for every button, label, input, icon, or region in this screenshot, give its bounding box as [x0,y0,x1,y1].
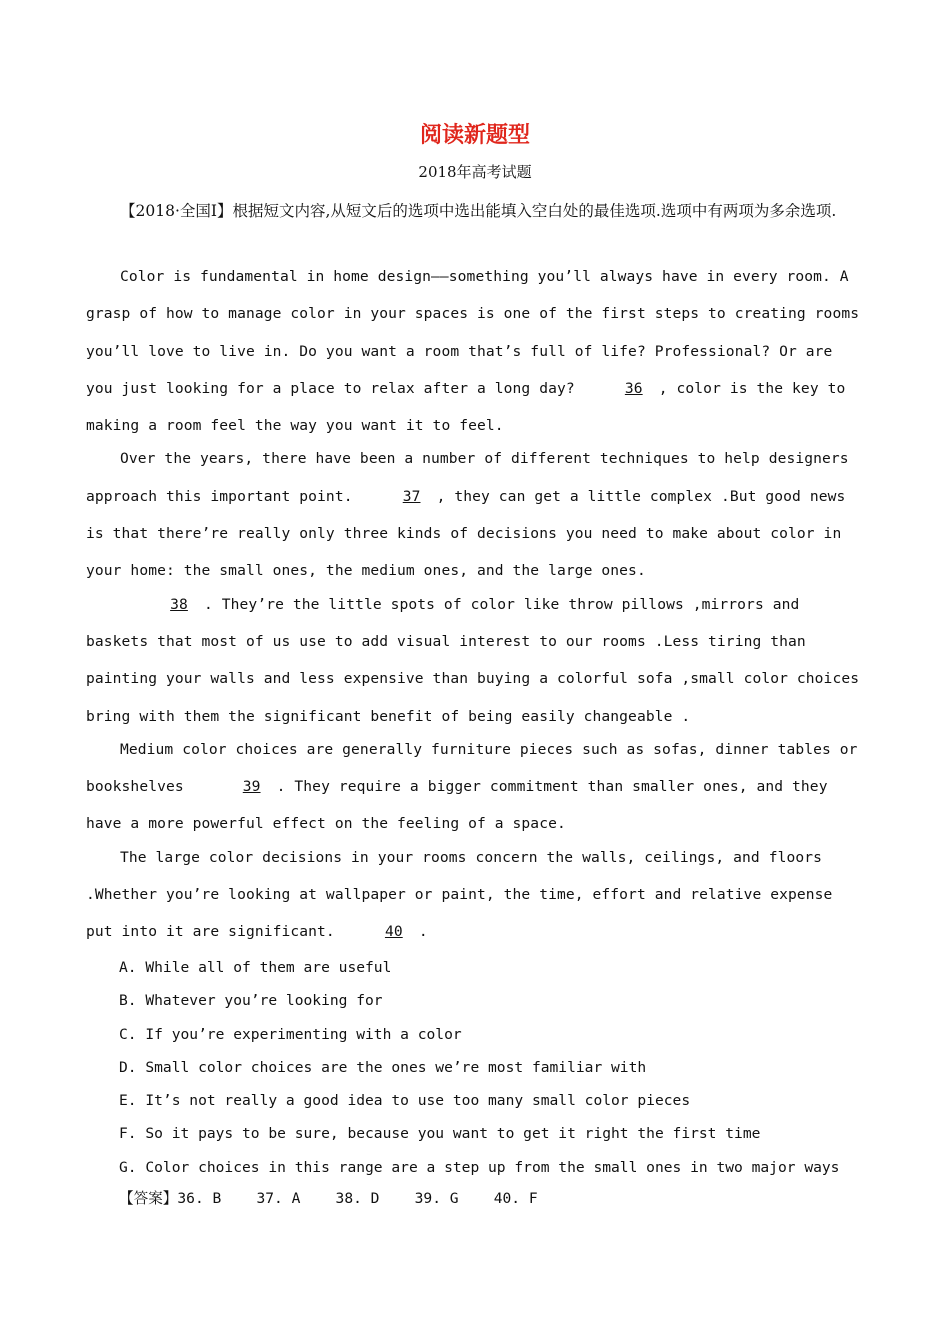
paragraph-3 [86,586,861,735]
reading-passage [86,258,861,947]
answer-key [119,1184,538,1214]
options-list [119,951,839,1184]
paragraph-3-text-b: . They’re the little spots of color like throw pillows ,mirrors and baskets that most of us use to add visual interest to our rooms .Less tiring than painting your walls and less expensive than buying a colorful sofa ,small color choices bring with them the significant benefit of being easily changeable . [86,595,860,725]
option-a: A. While all of them are useful [119,959,392,976]
paragraph-4 [86,731,861,843]
paragraph-1-text-a: Color is fundamental in home design——something you’ll always have in every room. A grasp of how to manage color in your spaces is one of the first steps to creating rooms you’ll love to live in. Do you want a room that’s full of life? Professional? Or are you just looking for a place to relax after a long day? [86,268,860,397]
option-f: F. So it pays to be sure, because you want to get it right the first time [119,1125,761,1143]
option-d: D. Small color choices are the ones we’re most familiar with [119,1058,647,1076]
paragraph-2-text-a: Over the years, there have been a number of different techniques to help designers approach this important point. [86,450,849,505]
paragraph-1-text-b: , color is the key to making a room feel the way you want it to feel. [86,379,846,435]
paragraph-5-text-b: . [418,923,428,941]
option-e: E. It’s not really a good idea to use too many small color pieces [119,1092,691,1110]
answer-label: 【答案】 [119,1190,178,1207]
blank-37: 37 [402,487,421,505]
paragraph-2-text-b: , they can get a little complex .But good news is that there’re really only three kinds of decisions you need to make about color in your home: the small ones, the medium ones, and the large ones. [86,487,846,580]
paragraph-5-text-a: The large color decisions in your rooms concern the walls, ceilings, and floors .Whether you’re looking at wallpaper or paint, the time, effort and relative expense put into it are significant. [86,848,833,941]
blank-39: 39 [242,778,261,796]
paragraph-5 [86,839,861,951]
paragraph-2 [86,440,861,589]
answer-text: 36. B 37. A 38. D 39. G 40. F [177,1190,538,1207]
paragraph-4-text-a: Medium color choices are generally furniture pieces such as sofas, dinner tables or bookshelves [86,740,858,796]
page-title: 阅读新题型 [419,123,530,148]
page-subtitle: 2018年高考试题 [418,163,532,181]
paragraph-4-text-b: . They require a bigger commitment than smaller ones, and they have a more powerful effect on the feeling of a space. [86,778,828,833]
blank-36: 36 [624,379,643,397]
option-b: B. Whatever you’re looking for [119,992,383,1010]
instructions: 【2018·全国I】根据短文内容,从短文后的选项中选出能填入空白处的最佳选项.选项中有两项为多余选项. [120,202,837,220]
paragraph-1 [86,258,861,444]
blank-38: 38 [170,595,188,613]
option-c: C. If you’re experimenting with a color [119,1025,462,1043]
option-g: G. Color choices in this range are a step up from the small ones in two major ways [119,1158,840,1176]
blank-40: 40 [384,923,403,941]
